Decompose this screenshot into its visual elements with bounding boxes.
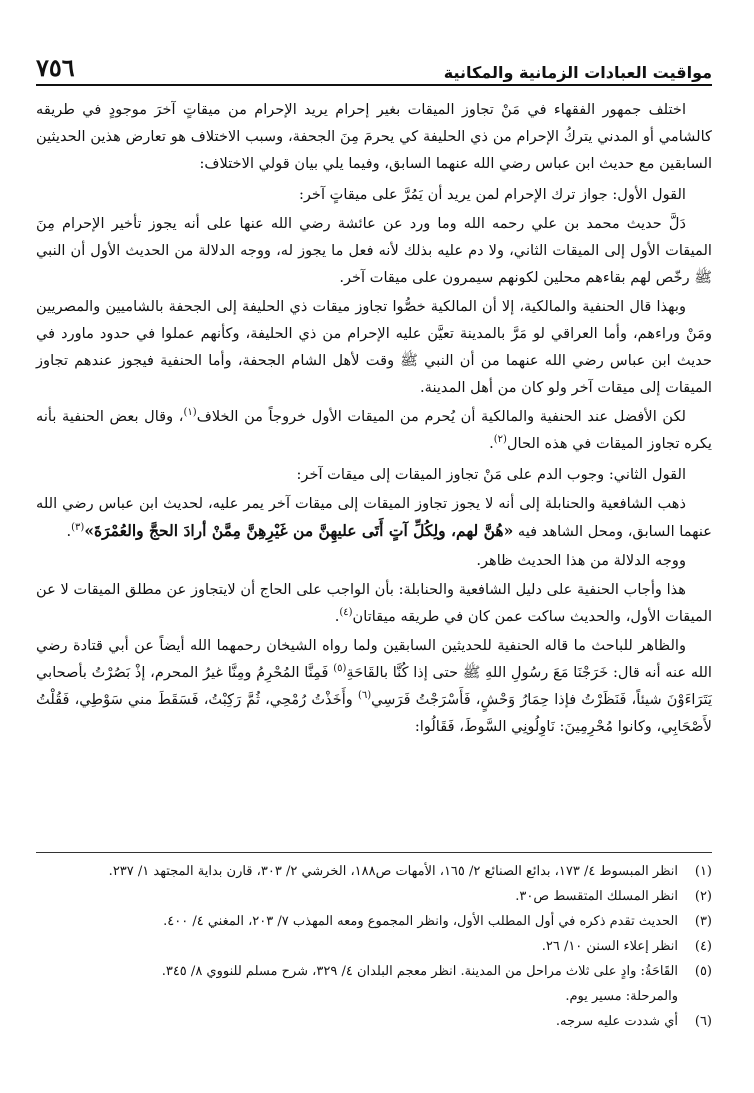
hadith-quote: «هُنَّ لهم، ولِكُلِّ آتٍ أَتَى عليهِنَّ من غَيْرِهِنَّ مِمَّنْ أرادَ الحجَّ والعُمْرَةَ» <box>84 521 514 540</box>
running-title: مواقيت العبادات الزمانية والمكانية <box>443 63 712 82</box>
footnote-4 <box>36 936 712 958</box>
paragraph-reply-text-c: . <box>334 608 340 625</box>
footnote-ref-3[interactable]: (٣) <box>71 522 85 534</box>
paragraph-preference-text-c: . <box>489 435 494 452</box>
footnotes-section <box>36 852 712 1036</box>
paragraph-shafii-hanbali <box>36 490 712 545</box>
footnote-number: (٦) <box>694 1014 712 1029</box>
running-header <box>36 40 712 86</box>
paragraph-shafii-text-a: ذهب الشافعية والحنابلة إلى أنه لا يجوز تجاوز الميقات إلى ميقات آخر يمر عليه، لحديث ابن عباس رضي الله عنهما السابق، ومحل الشاهد فيه <box>36 495 712 540</box>
footnote-5 <box>36 961 712 983</box>
footnote-text: القَاحَةُ: وادٍ على ثلاث مراحل من المدينة. انظر معجم البلدان ٤/ ٣٢٩، شرح مسلم للنووي ٨/ ٣٤٥. <box>161 964 678 979</box>
body-text <box>36 96 712 740</box>
paragraph-evidence-apparent: ووجه الدلالة من هذا الحديث ظاهر. <box>476 552 686 569</box>
footnote-6 <box>36 1011 712 1033</box>
paragraph-reply-text-a: هذا وأجاب الحنفية على دليل الشافعية والحنابلة: بأن الواجب على الحاج أن لايتجاوز عن مطلق الميقات لا عن الميقات الأول، والحديث ساكت عمن كان في طريقه ميقاتان <box>36 581 712 625</box>
paragraph-view-text-a: والظاهر للباحث ما قاله الحنفية للحديثين السابقين ولما رواه الشيخان رحمهما الله أيضاً عن أبي قتادة رضي الله عنه أنه قال: خَرَجْنَا مَعَ رسُولِ اللهِ ﷺ حتى إذا كُنَّا بالقَاحَةِ <box>36 637 712 681</box>
footnote-1 <box>36 861 712 883</box>
paragraph-preference-text-b: ، وقال بعض الحنفية بأنه يكره تجاوز الميقات في هذه الحال <box>36 408 712 452</box>
paragraph-preference-text-a: لكن الأفضل عند الحنفية والمالكية أن يُحرم من الميقات الأول خروجاً من الخلاف <box>196 408 686 425</box>
footnote-ref-4[interactable]: (٤) <box>339 607 353 619</box>
paragraph-first-opinion-evidence: دَلَّ حديث محمد بن علي رحمه الله وما ورد عن عائشة رضي الله عنها على أنه يجوز تأخير الإحرام مِنَ الميقات الأول إلى الميقات الثاني، ولا دم عليه بذلك لأنه فعل ما يجوز له، ووجه الدلالة من الحديث الأول أن النبي ﷺ رخّص لهم بقاءهم محلين لكونهم سيمرون على ميقات آخر. <box>36 215 712 286</box>
footnote-number: (٥) <box>694 964 712 979</box>
footnote-ref-1[interactable]: (١) <box>183 407 197 419</box>
footnote-3 <box>36 911 712 933</box>
paragraph-preference <box>36 403 712 457</box>
footnote-ref-5[interactable]: (٥) <box>333 663 347 675</box>
footnote-text: أي شددت عليه سرجه. <box>555 1014 678 1029</box>
paragraph-hanafi-reply <box>36 576 712 630</box>
page-number: ٧٥٦ <box>36 53 75 82</box>
footnote-2 <box>36 886 712 908</box>
paragraph-researcher-view <box>36 632 712 740</box>
paragraph-intro: اختلف جمهور الفقهاء في مَنْ تجاوز الميقات بغير إحرام يريد الإحرام من ميقاتٍ آخرَ موجودٍ في طريقه كالشامي أو المدني يتركُ الإحرام من ذي الحليفة كي يحرمَ مِنَ الجحفة، وسبب الاختلاف هو تعارض هذين الحديثين السابقين مع حديث ابن عباس رضي الله عنهما السابق، وفيما يلي بيان قولي الاختلاف: <box>36 101 712 172</box>
page <box>36 40 712 742</box>
footnote-number: (١) <box>694 864 712 879</box>
footnote-number: (٢) <box>694 889 712 904</box>
paragraph-shafii-text-c: . <box>66 523 72 540</box>
footnote-ref-2[interactable]: (٢) <box>493 434 507 446</box>
footnote-text: الحديث تقدم ذكره في أول المطلب الأول، وانظر المجموع ومعه المهذب ٧/ ٢٠٣، المغني ٤/ ٤٠٠. <box>163 914 678 929</box>
footnote-text: انظر إعلاء السنن ١٠/ ٢٦. <box>541 939 678 954</box>
footnote-text: انظر المسلك المتقسط ص٣٠. <box>515 889 678 904</box>
footnote-text: انظر المبسوط ٤/ ١٧٣، بدائع الصنائع ٢/ ١٦٥، الأمهات ص١٨٨، الخرشي ٢/ ٣٠٣، قارن بداية المجتهد ١/ ٢٣٧. <box>108 864 678 879</box>
paragraph-second-opinion-heading: القول الثاني: وجوب الدم على مَنْ تجاوز الميقات إلى ميقات آخر: <box>296 466 686 483</box>
paragraph-first-opinion-heading: القول الأول: جواز ترك الإحرام لمن يريد أن يَمُرَّ على ميقاتٍ آخر: <box>298 186 686 203</box>
footnote-number: (٣) <box>694 914 712 929</box>
paragraph-view-text-c: وأَخَذْتُ رُمْحِي، ثُمَّ رَكِبْتُ، فَسَقَطَ مني سَوْطِي، فَقُلْتُ لأَصْحَابِي، وكانوا مُحْرِمِينَ: نَاوِلُونِي السَّوطَ، فَقَالُوا: <box>36 691 712 735</box>
footnote-number: (٤) <box>694 939 712 954</box>
paragraph-view-text-b: فَمِنَّا المُحْرِمُ ومِنَّا غيرُ المحرم، إذْ بَصُرْتُ بأصحابي يَتَرَاءَوْنَ شيئاً، فَنَظَرْتُ فإذا حِمَارُ وَحْشٍ، فَأَسْرَجْتُ فَرَسِي <box>36 664 713 708</box>
footnote-ref-6[interactable]: (٦) <box>357 690 372 702</box>
paragraph-hanafi-maliki: وبهذا قال الحنفية والمالكية، إلا أن المالكية خصُّوا تجاوز ميقات ذي الحليفة إلى الجحفة بالشاميين والمصريين ومَنْ وراءهم، وأما العراقي لو مَرَّ بالمدينة تعيَّن عليه الإحرام من ذي الحليفة، وكأنهم عملوا في حدود ماورد في حديث ابن عباس رضي الله عنهما من أن النبي ﷺ وقت لأهل الشام الجحفة، وأما الحنفية فيجوز عندهم تجاوز الميقات إلى ميقات آخر ولو كان من أهل المدينة. <box>36 298 712 396</box>
footnote-5-continuation: والمرحلة: مسير يوم. <box>565 989 678 1004</box>
